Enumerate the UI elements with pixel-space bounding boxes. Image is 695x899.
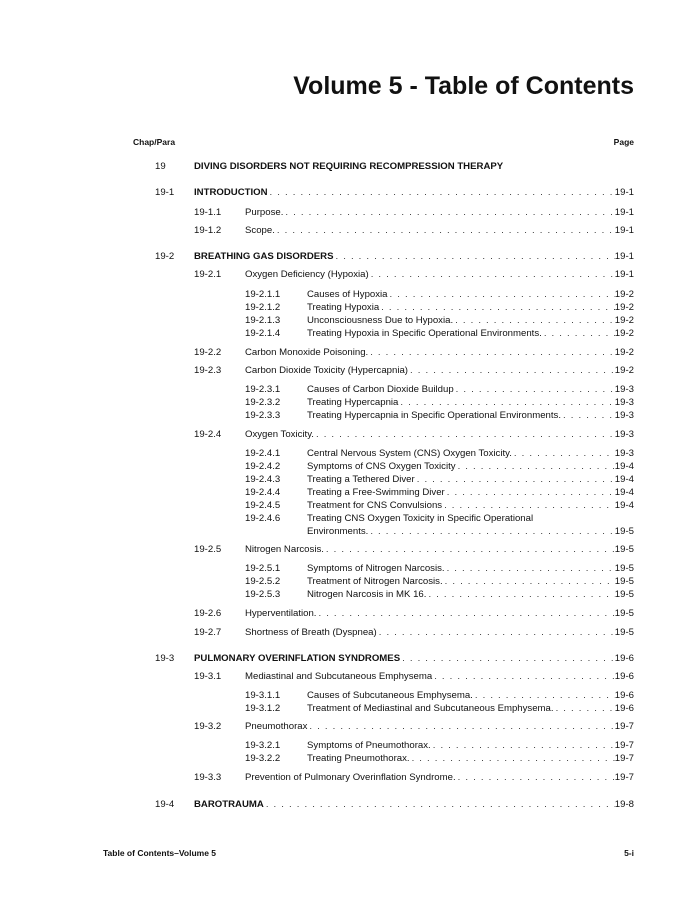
dot-leader [415, 474, 615, 486]
toc-entry-title: DIVING DISORDERS NOT REQUIRING RECOMPRESSION THERAPY [194, 161, 504, 172]
toc-entry-title: Nitrogen Narcosis. [245, 544, 324, 555]
toc-entry-title: PULMONARY OVERINFLATION SYNDROMES [194, 653, 401, 664]
toc-entry-number: 19-1 [155, 187, 175, 198]
toc-entry [0, 474, 695, 486]
toc-entry [0, 753, 695, 765]
toc-entry-page: 19-6 [614, 703, 634, 714]
toc-entry-number: 19-2.4.6 [245, 513, 281, 524]
toc-entry-page: 19-1 [614, 207, 634, 218]
toc-entry-number: 19-2.2 [194, 347, 222, 358]
toc-entry-title: Symptoms of Nitrogen Narcosis. [307, 563, 445, 574]
toc-entry-page: 19-3 [614, 429, 634, 440]
toc-entry-number: 19-3 [155, 653, 175, 664]
dot-leader [445, 563, 615, 575]
toc-entry [0, 448, 695, 460]
dot-leader [410, 753, 615, 765]
toc-entry-page: 19-6 [614, 671, 634, 682]
toc-entry-page: 19-2 [614, 302, 634, 313]
toc-entry-page: 19-5 [614, 576, 634, 587]
toc-entry [0, 487, 695, 499]
dot-leader [368, 526, 614, 538]
toc-entry-number: 19-3.1 [194, 671, 222, 682]
toc-entry [0, 799, 695, 811]
toc-entry [0, 328, 695, 340]
toc-entry-title: Causes of Carbon Dioxide Buildup [307, 384, 454, 395]
dot-leader [283, 207, 614, 219]
footer-page-number: 5-i [624, 848, 634, 858]
toc-entry-title: Treating a Free-Swimming Diver [307, 487, 445, 498]
toc-entry-page: 19-2 [614, 315, 634, 326]
toc-entry-title: Carbon Monoxide Poisoning. [245, 347, 369, 358]
dot-leader [473, 690, 615, 702]
toc-entry [0, 397, 695, 409]
toc-entry-number: 19-2.1.4 [245, 328, 281, 339]
toc-entry-page: 19-5 [614, 526, 634, 537]
toc-entry-page: 19-6 [614, 653, 634, 664]
toc-entry [0, 187, 695, 199]
toc-entry-number: 19-2.1 [194, 269, 222, 280]
toc-entry [0, 500, 695, 512]
toc-entry-title: Treating a Tethered Diver [307, 474, 415, 485]
toc-entry-title: Treatment of Mediastinal and Subcutaneous Emphysema. [307, 703, 554, 714]
dot-leader [408, 365, 615, 377]
dot-leader [512, 448, 615, 460]
toc-entry [0, 563, 695, 575]
toc-entry-title: Treating Hypercapnia [307, 397, 399, 408]
dot-leader [324, 544, 615, 556]
toc-entry-page: 19-3 [614, 410, 634, 421]
toc-entry-number: 19-2 [155, 251, 175, 262]
toc-entry-number: 19-3.1.2 [245, 703, 281, 714]
toc-entry-page: 19-2 [614, 289, 634, 300]
dot-leader [442, 500, 615, 512]
toc-entry-number: 19-2.4.4 [245, 487, 281, 498]
toc-entry [0, 526, 695, 538]
toc-entry-page: 19-3 [614, 397, 634, 408]
dot-leader [431, 740, 615, 752]
toc-entry-number: 19-2.4.5 [245, 500, 281, 511]
toc-entry [0, 461, 695, 473]
toc-entry-page: 19-6 [614, 690, 634, 701]
toc-entry-title: Symptoms of CNS Oxygen Toxicity [307, 461, 456, 472]
toc-entry-page: 19-1 [614, 187, 634, 198]
toc-entry-page: 19-4 [614, 500, 634, 511]
toc-entry [0, 289, 695, 301]
toc-entry-title: Treating CNS Oxygen Toxicity in Specific Operational [307, 513, 534, 524]
toc-entry-number: 19-2.7 [194, 627, 222, 638]
toc-entry [0, 225, 695, 237]
toc-entry-number: 19-2.5.3 [245, 589, 281, 600]
toc-entry-number: 19-2.4.1 [245, 448, 281, 459]
toc-entry-page: 19-4 [614, 474, 634, 485]
toc-entry-page: 19-4 [614, 461, 634, 472]
toc-entry-number: 19-3.3 [194, 772, 222, 783]
toc-entry-title: Environments. [307, 526, 369, 537]
dot-leader [377, 627, 615, 639]
toc-entry-title: BREATHING GAS DISORDERS [194, 251, 334, 262]
toc-entry-page: 19-7 [614, 772, 634, 783]
footer-title: Table of Contents–Volume 5 [103, 848, 217, 858]
toc-entry-number: 19-2.6 [194, 608, 222, 619]
toc-entry-title: Unconsciousness Due to Hypoxia. [307, 315, 454, 326]
toc-entry-number: 19-2.3.3 [245, 410, 281, 421]
toc-entry [0, 721, 695, 733]
toc-entry-title: Oxygen Deficiency (Hypoxia) [245, 269, 369, 280]
dot-leader [268, 187, 615, 199]
toc-entry-page: 19-2 [614, 347, 634, 358]
toc-entry-page: 19-5 [614, 589, 634, 600]
toc-entry [0, 608, 695, 620]
toc-entry-title: Treating Hypoxia in Specific Operational Environments. [307, 328, 542, 339]
dot-leader [333, 251, 614, 263]
dot-leader [456, 461, 615, 473]
toc-entry-title: Causes of Hypoxia [307, 289, 388, 300]
toc-entry-title: Treating Pneumothorax. [307, 753, 410, 764]
toc-entry [0, 690, 695, 702]
dot-leader [316, 608, 614, 620]
toc-entry [0, 589, 695, 601]
toc-entry-page: 19-3 [614, 448, 634, 459]
toc-entry-page: 19-4 [614, 487, 634, 498]
dot-leader [454, 384, 615, 396]
dot-leader [275, 225, 615, 237]
toc-entry [0, 513, 695, 525]
dot-leader [542, 328, 615, 340]
toc-entry [0, 315, 695, 327]
toc-entry-title: Causes of Subcutaneous Emphysema. [307, 690, 473, 701]
toc-entry-number: 19-1.1 [194, 207, 222, 218]
toc-entry-number: 19-2.3 [194, 365, 222, 376]
toc-entry-title: Mediastinal and Subcutaneous Emphysema [245, 671, 433, 682]
toc-entry-title: Oxygen Toxicity. [245, 429, 314, 440]
toc-entry-title: Treatment of Nitrogen Narcosis. [307, 576, 443, 587]
toc-entry-title: Shortness of Breath (Dyspnea) [245, 627, 377, 638]
toc-entry-title: Symptoms of Pneumothorax. [307, 740, 431, 751]
dot-leader [369, 269, 615, 281]
dot-leader [432, 671, 615, 683]
toc-entry-number: 19-2.5.2 [245, 576, 281, 587]
toc-entry-title: Scope. [245, 225, 275, 236]
dot-leader [426, 589, 614, 601]
toc-entry-number: 19-2.5.1 [245, 563, 281, 574]
toc-entry [0, 653, 695, 665]
toc-entry-page: 19-7 [614, 753, 634, 764]
dot-leader [264, 799, 615, 811]
toc-entry-title: BAROTRAUMA [194, 799, 264, 810]
toc-entry-title: Treating Hypoxia [307, 302, 380, 313]
toc-entry [0, 703, 695, 715]
toc-entry-number: 19-3.1.1 [245, 690, 281, 701]
toc-entry [0, 544, 695, 556]
toc-entry [0, 627, 695, 639]
toc-entry-title: Carbon Dioxide Toxicity (Hypercapnia) [245, 365, 408, 376]
toc-entry-title: Nitrogen Narcosis in MK 16. [307, 589, 427, 600]
dot-leader [400, 653, 615, 665]
toc-entry-page: 19-5 [614, 563, 634, 574]
toc-entry-number: 19-3.2.1 [245, 740, 281, 751]
dot-leader [456, 772, 615, 784]
toc-entry-title: Prevention of Pulmonary Overinflation Syndrome. [245, 772, 456, 783]
dot-leader [453, 315, 615, 327]
toc-entry [0, 576, 695, 588]
toc-entry-title: Hyperventilation. [245, 608, 317, 619]
toc-entry-number: 19-2.3.2 [245, 397, 281, 408]
toc-entry [0, 365, 695, 377]
dot-leader [561, 410, 615, 422]
toc-entry [0, 302, 695, 314]
toc-entry-page: 19-7 [614, 740, 634, 751]
toc-entry [0, 347, 695, 359]
toc-entry-number: 19-2.5 [194, 544, 222, 555]
toc-entry [0, 384, 695, 396]
dot-leader [554, 703, 615, 715]
toc-entry-page: 19-5 [614, 544, 634, 555]
toc-entry [0, 429, 695, 441]
toc-entry-title: Purpose. [245, 207, 284, 218]
toc-entry-number: 19-2.4.2 [245, 461, 281, 472]
toc-entry [0, 740, 695, 752]
toc-entry-number: 19-2.1.1 [245, 289, 281, 300]
dot-leader [443, 576, 615, 588]
dot-leader [379, 302, 615, 314]
toc-entry-title: Treatment for CNS Convulsions [307, 500, 443, 511]
toc-entry-page: 19-2 [614, 328, 634, 339]
dot-leader [368, 347, 615, 359]
toc-entry [0, 161, 695, 173]
toc-entry [0, 671, 695, 683]
toc-entry-page: 19-2 [614, 365, 634, 376]
dot-leader [398, 397, 614, 409]
toc-entry-number: 19-2.1.2 [245, 302, 281, 313]
toc-entry-number: 19-2.4 [194, 429, 222, 440]
toc-entry-page: 19-1 [614, 269, 634, 280]
toc-entry-number: 19-3.2.2 [245, 753, 281, 764]
toc-entry-page: 19-5 [614, 627, 634, 638]
dot-leader [445, 487, 615, 499]
dot-leader [388, 289, 615, 301]
toc-entry-number: 19-2.4.3 [245, 474, 281, 485]
toc-entry-number: 19-2.3.1 [245, 384, 281, 395]
toc-entry-number: 19-2.1.3 [245, 315, 281, 326]
toc-entry-title: INTRODUCTION [194, 187, 268, 198]
toc-entry-page: 19-7 [614, 721, 634, 732]
toc-entry [0, 772, 695, 784]
toc-entry-title: Central Nervous System (CNS) Oxygen Toxicity. [307, 448, 512, 459]
toc-entry-page: 19-8 [614, 799, 634, 810]
toc-entry-page: 19-3 [614, 384, 634, 395]
dot-leader [314, 429, 615, 441]
toc-entry-number: 19-1.2 [194, 225, 222, 236]
dot-leader [307, 721, 614, 733]
toc-entry-number: 19-4 [155, 799, 175, 810]
toc-entry-page: 19-5 [614, 608, 634, 619]
toc-entry [0, 207, 695, 219]
toc-entry-title: Treating Hypercapnia in Specific Operational Environments. [307, 410, 562, 421]
toc-entry-page: 19-1 [614, 225, 634, 236]
toc-entry-page: 19-1 [614, 251, 634, 262]
page-title: Volume 5 - Table of Contents [293, 72, 634, 100]
column-header-chap-para: Chap/Para [133, 137, 176, 147]
toc-entry-number: 19-3.2 [194, 721, 222, 732]
toc-entry-number: 19 [155, 161, 166, 172]
toc-entry [0, 410, 695, 422]
toc-entry [0, 269, 695, 281]
toc-entry [0, 251, 695, 263]
toc-entry-title: Pneumothorax [245, 721, 308, 732]
column-header-page: Page [613, 137, 634, 147]
